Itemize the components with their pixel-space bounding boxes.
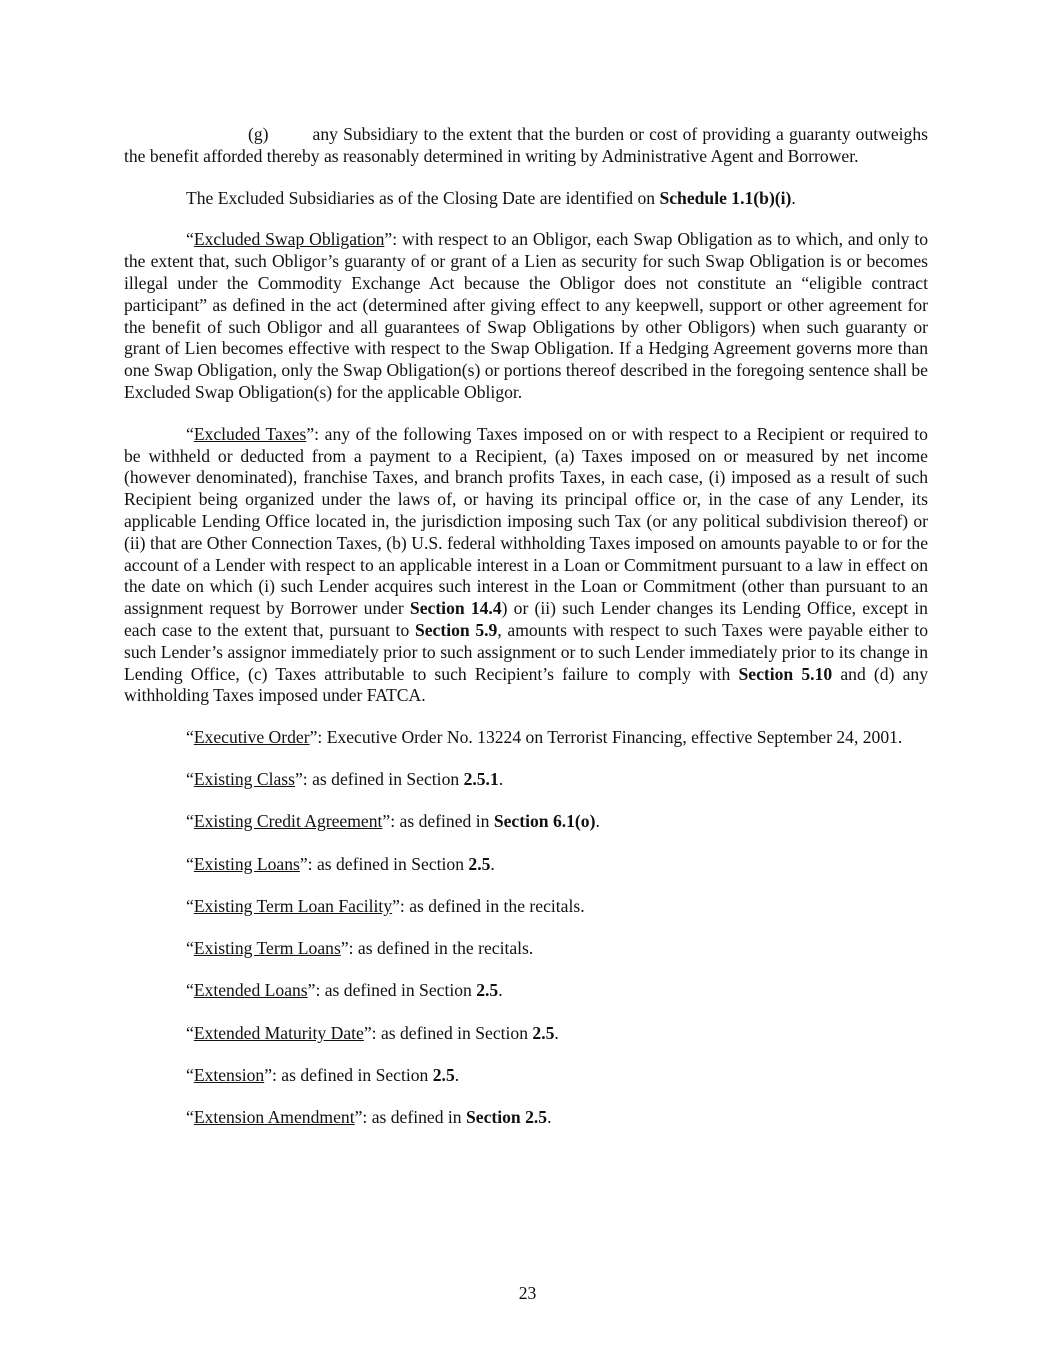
- defined-term: Existing Term Loans: [193, 938, 341, 959]
- defined-term: Executive Order: [193, 727, 310, 748]
- section-reference: Section 6.1(o): [493, 811, 596, 832]
- clause-g: [124, 124, 928, 168]
- excluded-subsidiaries-text: The Excluded Subsidiaries as of the Closing Date are identified on: [186, 187, 660, 208]
- page-number: 23: [518, 1283, 537, 1303]
- definition-existing-credit-agreement: “Existing Credit Agreement”: as defined in Section 6.1(o).: [186, 811, 600, 832]
- clause-g-label: (g): [248, 124, 269, 144]
- section-reference: 2.5: [432, 1065, 455, 1085]
- section-reference: Section 5.9: [414, 619, 498, 640]
- defined-term: Excluded Taxes: [193, 423, 307, 444]
- schedule-reference: Schedule 1.1(b)(i): [659, 187, 792, 208]
- section-reference: 2.5.1: [463, 768, 499, 789]
- definition-text: Executive Order No. 13224 on Terrorist Financing, effective September 24, 2001.: [326, 727, 903, 748]
- defined-term: Existing Class: [193, 768, 295, 789]
- definition-existing-term-loan-facility: “Existing Term Loan Facility”: as defined in the recitals.: [186, 895, 585, 916]
- defined-term: Existing Term Loan Facility: [193, 895, 393, 916]
- definition-excluded-taxes: “Excluded Taxes”: any of the following Taxes imposed on or with respect to a Recipient or required to be withheld or deducted from a payment to a Recipient, (a) Taxes imposed on or measured by net income (however denominated), franchise Taxes, and branch profits Taxes, in each case, (i) imposed as a result of such Recipient being organized under the laws of, or having its principal office or, in the case of any Lender, its applicable Lending Office located in, the jurisdiction imposing such Tax (or any political subdivision thereof) or (ii) that are Other Connection Taxes, (b) U.S. federal withholding Taxes imposed on amounts payable to or for the account of a Lender with respect to an applicable interest in a Loan or Commitment pursuant to a law in effect on the date on which (i) such Lender acquires such interest in the Loan or Commitment (other than pursuant to an assignment request by Borrower under Section 14.4) or (ii) such Lender changes its Lending Office, except in each case to the extent that, pursuant to Section 5.9, amounts with respect to such Taxes were payable either to such Lender’s assignor immediately prior to such assignment or to such Lender immediately prior to its change in Lending Office, (c) Taxes attributable to such Recipient’s failure to comply with Section 5.10 and (d) any withholding Taxes imposed under FATCA.: [124, 423, 929, 706]
- section-reference: 2.5: [476, 980, 499, 1001]
- definition-existing-term-loans: “Existing Term Loans”: as defined in the recitals.: [186, 938, 534, 959]
- section-reference: Section 5.10: [738, 663, 833, 684]
- document-page: [124, 124, 928, 1129]
- defined-term: Extension: [193, 1065, 265, 1085]
- section-reference: 2.5: [532, 1022, 555, 1043]
- definition-extension-amendment: “Extension Amendment”: as defined in Section 2.5.: [186, 1107, 552, 1128]
- definition-executive-order: “Executive Order”: Executive Order No. 13224 on Terrorist Financing, effective September 24, 2001.: [186, 727, 903, 748]
- excluded-subsidiaries-paragraph: The Excluded Subsidiaries as of the Closing Date are identified on Schedule 1.1(b)(i).: [186, 187, 796, 208]
- definition-existing-class: “Existing Class”: as defined in Section 2.5.1.: [186, 768, 504, 789]
- definition-extension: “Extension”: as defined in Section 2.5.: [186, 1065, 460, 1085]
- definition-existing-loans: “Existing Loans”: as defined in Section 2.5.: [186, 853, 495, 874]
- section-reference: Section 14.4: [409, 598, 502, 619]
- definition-extended-maturity-date: “Extended Maturity Date”: as defined in Section 2.5.: [186, 1022, 559, 1043]
- defined-term: Existing Loans: [193, 853, 300, 874]
- section-reference: Section 2.5: [465, 1107, 548, 1128]
- definition-text: with respect to an Obligor, each Swap Obligation as to which, and only to the extent that, such Obligor’s guaranty of or grant of a Lien as security for such Swap Obligation is or becomes illegal under the Commodity Exchange Act because the Obligor does not constitute an “eligible contract participant” as defined in the act (determined after giving effect to any keepwell, support or other agreement for the benefit of such Obligor and all guarantees of Swap Obligations by other Obligors) when such guaranty or grant of Lien becomes effective with respect to the Swap Obligation. If a Hedging Agreement governs more than one Swap Obligation, only the Swap Obligation(s) or portions thereof described in the foregoing sentence shall be Excluded Swap Obligation(s) for the applicable Obligor.: [124, 229, 929, 402]
- defined-term: Extended Loans: [193, 980, 308, 1001]
- definition-extended-loans: “Extended Loans”: as defined in Section 2.5.: [186, 980, 503, 1001]
- definition-text: any of the following Taxes imposed on or with respect to a Recipient or required to be withheld or deducted from a payment to a Recipient, (a) Taxes imposed on or measured by net income (however denominated), franchise Taxes, and branch profits Taxes, in each case, (i) imposed as a result of such Recipient being organized under the laws of, or having its principal office or, in the case of any Lender, its applicable Lending Office located in, the jurisdiction imposing such Tax (or any political subdivision thereof) or (ii) that are Other Connection Taxes, (b) U.S. federal withholding Taxes imposed on amounts payable to or for the account of a Lender with respect to an applicable interest in a Loan or Commitment pursuant to a law in effect on the date on which (i) such Lender acquires such interest in the Loan or Commitment (other than pursuant to an assignment request by Borrower under: [124, 423, 928, 619]
- clause-g-text: any Subsidiary to the extent that the burden or cost of providing a guaranty outweighs the benefit afforded thereby as reasonably determined in writing by Administrative Agent and Borrower.: [124, 124, 928, 166]
- defined-term: Extension Amendment: [193, 1107, 355, 1128]
- definition-excluded-swap-obligation: “Excluded Swap Obligation”: with respect to an Obligor, each Swap Obligation as to which, and only to the extent that, such Obligor’s guaranty of or grant of a Lien as security for such Swap Obligation is or becomes illegal under the Commodity Exchange Act because the Obligor does not constitute an “eligible contract participant” as defined in the act (determined after giving effect to any keepwell, support or other agreement for the benefit of such Obligor and all guarantees of Swap Obligations by other Obligors) when such guaranty or grant of Lien becomes effective with respect to the Swap Obligation. If a Hedging Agreement governs more than one Swap Obligation, only the Swap Obligation(s) or portions thereof described in the foregoing sentence shall be Excluded Swap Obligation(s) for the applicable Obligor.: [124, 229, 929, 402]
- defined-term: Excluded Swap Obligation: [193, 229, 385, 250]
- section-reference: 2.5: [468, 853, 491, 874]
- defined-term: Extended Maturity Date: [193, 1022, 364, 1043]
- defined-term: Existing Credit Agreement: [193, 811, 383, 832]
